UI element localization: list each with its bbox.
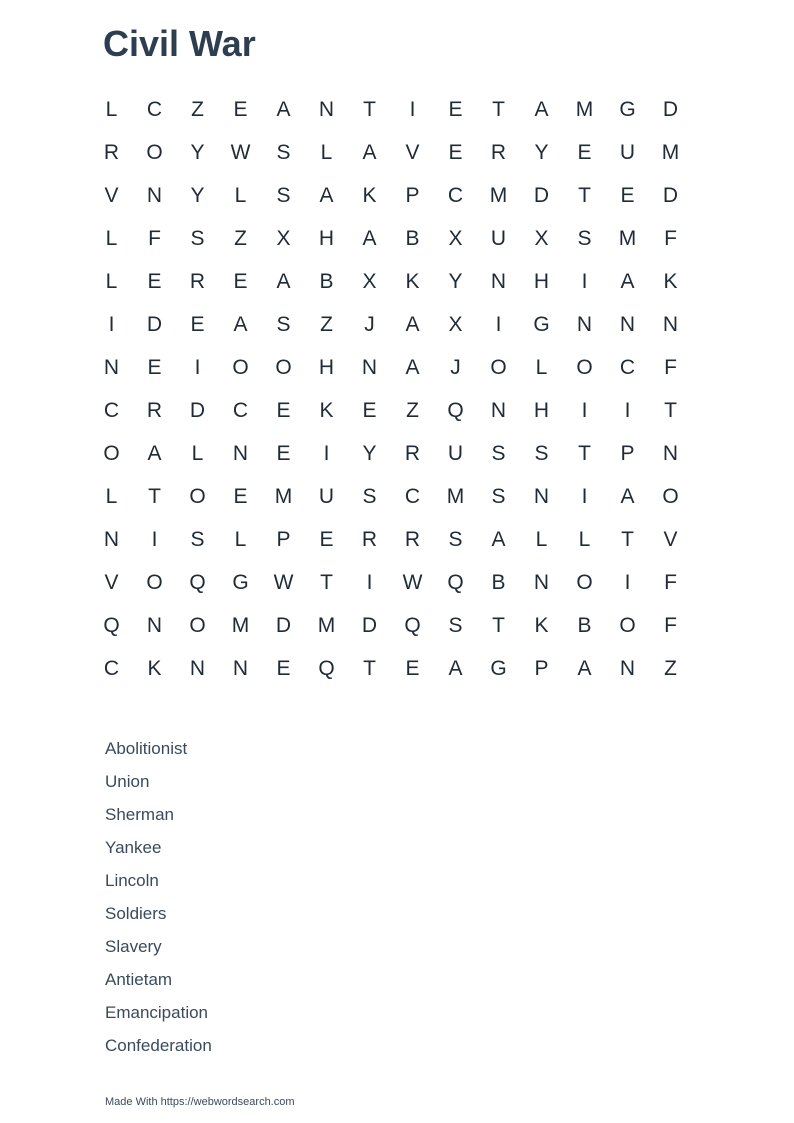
grid-letter: D bbox=[275, 613, 292, 637]
grid-letter: I bbox=[581, 269, 588, 293]
grid-letter: N bbox=[619, 312, 636, 336]
grid-letter: H bbox=[318, 226, 335, 250]
grid-letter: A bbox=[362, 226, 377, 250]
grid-letter: T bbox=[578, 183, 591, 207]
grid-letter: I bbox=[108, 312, 115, 336]
word-list-item: Emancipation bbox=[105, 1003, 209, 1022]
word-list-item: Lincoln bbox=[105, 871, 159, 890]
grid-letter: F bbox=[664, 570, 677, 594]
page-title: Civil War bbox=[103, 23, 256, 64]
grid-letter: S bbox=[534, 441, 549, 465]
grid-letter: N bbox=[576, 312, 593, 336]
grid-letter: E bbox=[448, 140, 463, 164]
grid-letter: M bbox=[661, 140, 680, 164]
grid-letter: T bbox=[664, 398, 677, 422]
grid-letter: L bbox=[105, 226, 118, 250]
grid-letter: I bbox=[581, 398, 588, 422]
grid-letter: O bbox=[576, 355, 593, 379]
grid-letter: Q bbox=[318, 656, 335, 680]
footer-credit: Made With https://webwordsearch.com bbox=[105, 1096, 295, 1108]
grid-letter: O bbox=[619, 613, 636, 637]
grid-letter: Y bbox=[190, 140, 205, 164]
grid-letter: T bbox=[578, 441, 591, 465]
grid-letter: D bbox=[361, 613, 378, 637]
word-list-item: Soldiers bbox=[105, 904, 167, 923]
grid-letter: M bbox=[489, 183, 508, 207]
grid-letter: C bbox=[619, 355, 636, 379]
grid-letter: I bbox=[366, 570, 373, 594]
grid-letter: N bbox=[533, 484, 550, 508]
grid-letter: A bbox=[276, 97, 291, 121]
grid-letter: V bbox=[104, 570, 119, 594]
grid-row bbox=[90, 432, 692, 475]
grid-row bbox=[90, 561, 692, 604]
grid-letter: I bbox=[495, 312, 502, 336]
grid-row bbox=[90, 604, 692, 647]
grid-row bbox=[90, 174, 692, 217]
grid-letter: V bbox=[405, 140, 420, 164]
grid-letter: U bbox=[318, 484, 335, 508]
grid-letter: E bbox=[276, 441, 291, 465]
grid-letter: N bbox=[103, 355, 120, 379]
grid-letter: C bbox=[103, 398, 120, 422]
grid-letter: N bbox=[662, 312, 679, 336]
grid-letter: O bbox=[146, 570, 163, 594]
grid-letter: I bbox=[151, 527, 158, 551]
grid-letter: A bbox=[448, 656, 463, 680]
grid-letter: G bbox=[619, 97, 636, 121]
grid-letter: E bbox=[147, 355, 162, 379]
grid-letter: O bbox=[275, 355, 292, 379]
grid-letter: D bbox=[146, 312, 163, 336]
word-list-item: Antietam bbox=[105, 970, 173, 989]
grid-letter: E bbox=[620, 183, 635, 207]
grid-letter: L bbox=[105, 97, 118, 121]
grid-letter: E bbox=[233, 269, 248, 293]
word-list-item: Confederation bbox=[105, 1036, 212, 1055]
grid-letter: L bbox=[234, 183, 247, 207]
grid-letter: X bbox=[448, 312, 463, 336]
grid-letter: E bbox=[276, 656, 291, 680]
grid-letter: O bbox=[146, 140, 163, 164]
grid-letter: U bbox=[490, 226, 507, 250]
grid-letter: S bbox=[448, 527, 463, 551]
grid-letter: I bbox=[323, 441, 330, 465]
grid-letter: C bbox=[146, 97, 163, 121]
grid-letter: I bbox=[194, 355, 201, 379]
grid-letter: E bbox=[147, 269, 162, 293]
word-list-item: Sherman bbox=[105, 805, 174, 824]
grid-letter: P bbox=[405, 183, 420, 207]
grid-letter: F bbox=[148, 226, 161, 250]
word-list-item: Union bbox=[105, 772, 150, 791]
grid-letter: S bbox=[448, 613, 463, 637]
grid-letter: T bbox=[363, 656, 376, 680]
grid-letter: C bbox=[103, 656, 120, 680]
grid-letter: Z bbox=[234, 226, 247, 250]
grid-letter: N bbox=[318, 97, 335, 121]
grid-letter: F bbox=[664, 226, 677, 250]
grid-letter: R bbox=[189, 269, 206, 293]
grid-letter: M bbox=[274, 484, 293, 508]
grid-letter: L bbox=[191, 441, 204, 465]
grid-letter: E bbox=[190, 312, 205, 336]
grid-letter: W bbox=[402, 570, 423, 594]
grid-letter: N bbox=[619, 656, 636, 680]
grid-letter: I bbox=[624, 570, 631, 594]
grid-letter: R bbox=[103, 140, 120, 164]
grid-letter: O bbox=[576, 570, 593, 594]
grid-letter: M bbox=[618, 226, 637, 250]
grid-letter: O bbox=[103, 441, 120, 465]
word-list-item: Abolitionist bbox=[105, 739, 188, 758]
grid-letter: S bbox=[190, 226, 205, 250]
grid-letter: G bbox=[533, 312, 550, 336]
grid-letter: N bbox=[232, 441, 249, 465]
grid-letter: S bbox=[276, 140, 291, 164]
grid-letter: E bbox=[233, 97, 248, 121]
grid-letter: S bbox=[491, 441, 506, 465]
grid-row bbox=[90, 518, 692, 561]
grid-letter: S bbox=[362, 484, 377, 508]
grid-row bbox=[90, 389, 692, 432]
grid-letter: A bbox=[491, 527, 506, 551]
grid-letter: A bbox=[534, 97, 549, 121]
grid-letter: Q bbox=[447, 570, 464, 594]
grid-letter: X bbox=[276, 226, 291, 250]
grid-letter: D bbox=[189, 398, 206, 422]
grid-letter: K bbox=[362, 183, 377, 207]
grid-letter: U bbox=[619, 140, 636, 164]
word-search-grid bbox=[90, 88, 692, 690]
grid-letter: N bbox=[490, 398, 507, 422]
grid-letter: S bbox=[577, 226, 592, 250]
grid-letter: E bbox=[233, 484, 248, 508]
grid-letter: T bbox=[621, 527, 634, 551]
grid-letter: T bbox=[492, 613, 505, 637]
grid-letter: E bbox=[362, 398, 377, 422]
grid-letter: E bbox=[276, 398, 291, 422]
grid-letter: S bbox=[276, 183, 291, 207]
grid-letter: N bbox=[146, 613, 163, 637]
grid-letter: N bbox=[533, 570, 550, 594]
grid-letter: O bbox=[232, 355, 249, 379]
grid-letter: N bbox=[361, 355, 378, 379]
grid-letter: K bbox=[147, 656, 162, 680]
grid-letter: X bbox=[362, 269, 377, 293]
grid-letter: C bbox=[404, 484, 421, 508]
word-list-item: Yankee bbox=[105, 838, 162, 857]
grid-letter: N bbox=[490, 269, 507, 293]
grid-letter: Q bbox=[103, 613, 120, 637]
grid-letter: N bbox=[146, 183, 163, 207]
grid-row bbox=[90, 260, 692, 303]
grid-letter: K bbox=[534, 613, 549, 637]
word-list-item: Slavery bbox=[105, 937, 162, 956]
grid-letter: T bbox=[148, 484, 161, 508]
grid-letter: P bbox=[620, 441, 635, 465]
grid-letter: O bbox=[662, 484, 679, 508]
grid-letter: L bbox=[105, 484, 118, 508]
grid-letter: I bbox=[624, 398, 631, 422]
grid-letter: C bbox=[232, 398, 249, 422]
grid-letter: S bbox=[491, 484, 506, 508]
grid-row bbox=[90, 346, 692, 389]
grid-letter: D bbox=[662, 97, 679, 121]
grid-letter: B bbox=[577, 613, 592, 637]
grid-letter: X bbox=[534, 226, 549, 250]
grid-letter: M bbox=[317, 613, 336, 637]
grid-letter: R bbox=[361, 527, 378, 551]
grid-letter: Y bbox=[190, 183, 205, 207]
grid-letter: S bbox=[190, 527, 205, 551]
grid-row bbox=[90, 131, 692, 174]
grid-row bbox=[90, 217, 692, 260]
grid-letter: N bbox=[103, 527, 120, 551]
grid-letter: O bbox=[189, 484, 206, 508]
grid-letter: A bbox=[577, 656, 592, 680]
grid-row bbox=[90, 303, 692, 346]
grid-letter: H bbox=[318, 355, 335, 379]
grid-letter: R bbox=[490, 140, 507, 164]
grid-letter: D bbox=[662, 183, 679, 207]
grid-letter: J bbox=[450, 355, 461, 379]
grid-letter: U bbox=[447, 441, 464, 465]
grid-letter: V bbox=[104, 183, 119, 207]
grid-letter: Z bbox=[191, 97, 204, 121]
grid-letter: V bbox=[663, 527, 678, 551]
grid-letter: Q bbox=[189, 570, 206, 594]
grid-letter: H bbox=[533, 398, 550, 422]
grid-letter: X bbox=[448, 226, 463, 250]
grid-letter: S bbox=[276, 312, 291, 336]
grid-letter: M bbox=[575, 97, 594, 121]
grid-letter: R bbox=[404, 527, 421, 551]
grid-letter: Z bbox=[406, 398, 419, 422]
grid-letter: Z bbox=[320, 312, 333, 336]
grid-letter: P bbox=[276, 527, 291, 551]
grid-letter: T bbox=[492, 97, 505, 121]
grid-letter: O bbox=[490, 355, 507, 379]
grid-letter: A bbox=[319, 183, 334, 207]
grid-letter: M bbox=[446, 484, 465, 508]
grid-letter: E bbox=[577, 140, 592, 164]
grid-letter: L bbox=[535, 527, 548, 551]
grid-letter: K bbox=[319, 398, 334, 422]
grid-letter: A bbox=[276, 269, 291, 293]
grid-letter: B bbox=[405, 226, 420, 250]
grid-letter: D bbox=[533, 183, 550, 207]
grid-letter: E bbox=[448, 97, 463, 121]
grid-letter: J bbox=[364, 312, 375, 336]
grid-letter: Y bbox=[448, 269, 463, 293]
grid-letter: K bbox=[405, 269, 420, 293]
grid-letter: K bbox=[663, 269, 678, 293]
grid-letter: G bbox=[490, 656, 507, 680]
grid-letter: A bbox=[362, 140, 377, 164]
grid-letter: P bbox=[534, 656, 549, 680]
grid-letter: A bbox=[620, 484, 635, 508]
grid-letter: T bbox=[363, 97, 376, 121]
grid-letter: L bbox=[320, 140, 333, 164]
grid-letter: F bbox=[664, 613, 677, 637]
grid-letter: N bbox=[232, 656, 249, 680]
grid-letter: C bbox=[447, 183, 464, 207]
grid-letter: L bbox=[234, 527, 247, 551]
grid-letter: A bbox=[405, 312, 420, 336]
grid-letter: Z bbox=[664, 656, 677, 680]
grid-row bbox=[90, 647, 692, 690]
grid-letter: Y bbox=[362, 441, 377, 465]
grid-letter: Q bbox=[447, 398, 464, 422]
grid-letter: L bbox=[105, 269, 118, 293]
grid-letter: A bbox=[147, 441, 162, 465]
grid-letter: N bbox=[662, 441, 679, 465]
grid-letter: I bbox=[409, 97, 416, 121]
grid-letter: B bbox=[491, 570, 506, 594]
grid-letter: O bbox=[189, 613, 206, 637]
grid-letter: A bbox=[233, 312, 248, 336]
grid-letter: G bbox=[232, 570, 249, 594]
grid-letter: Y bbox=[534, 140, 549, 164]
grid-letter: W bbox=[273, 570, 294, 594]
grid-letter: R bbox=[146, 398, 163, 422]
grid-letter: A bbox=[620, 269, 635, 293]
grid-letter: I bbox=[581, 484, 588, 508]
grid-letter: A bbox=[405, 355, 420, 379]
grid-letter: B bbox=[319, 269, 334, 293]
grid-letter: Q bbox=[404, 613, 421, 637]
grid-letter: N bbox=[189, 656, 206, 680]
grid-letter: E bbox=[319, 527, 334, 551]
grid-letter: F bbox=[664, 355, 677, 379]
grid-letter: M bbox=[231, 613, 250, 637]
grid-letter: R bbox=[404, 441, 421, 465]
grid-letter: H bbox=[533, 269, 550, 293]
grid-letter: L bbox=[535, 355, 548, 379]
grid-letter: E bbox=[405, 656, 420, 680]
grid-letter: L bbox=[578, 527, 591, 551]
grid-row bbox=[90, 475, 692, 518]
grid-row bbox=[90, 88, 692, 131]
grid-letter: T bbox=[320, 570, 333, 594]
grid-letter: W bbox=[230, 140, 251, 164]
word-list bbox=[105, 737, 212, 1067]
